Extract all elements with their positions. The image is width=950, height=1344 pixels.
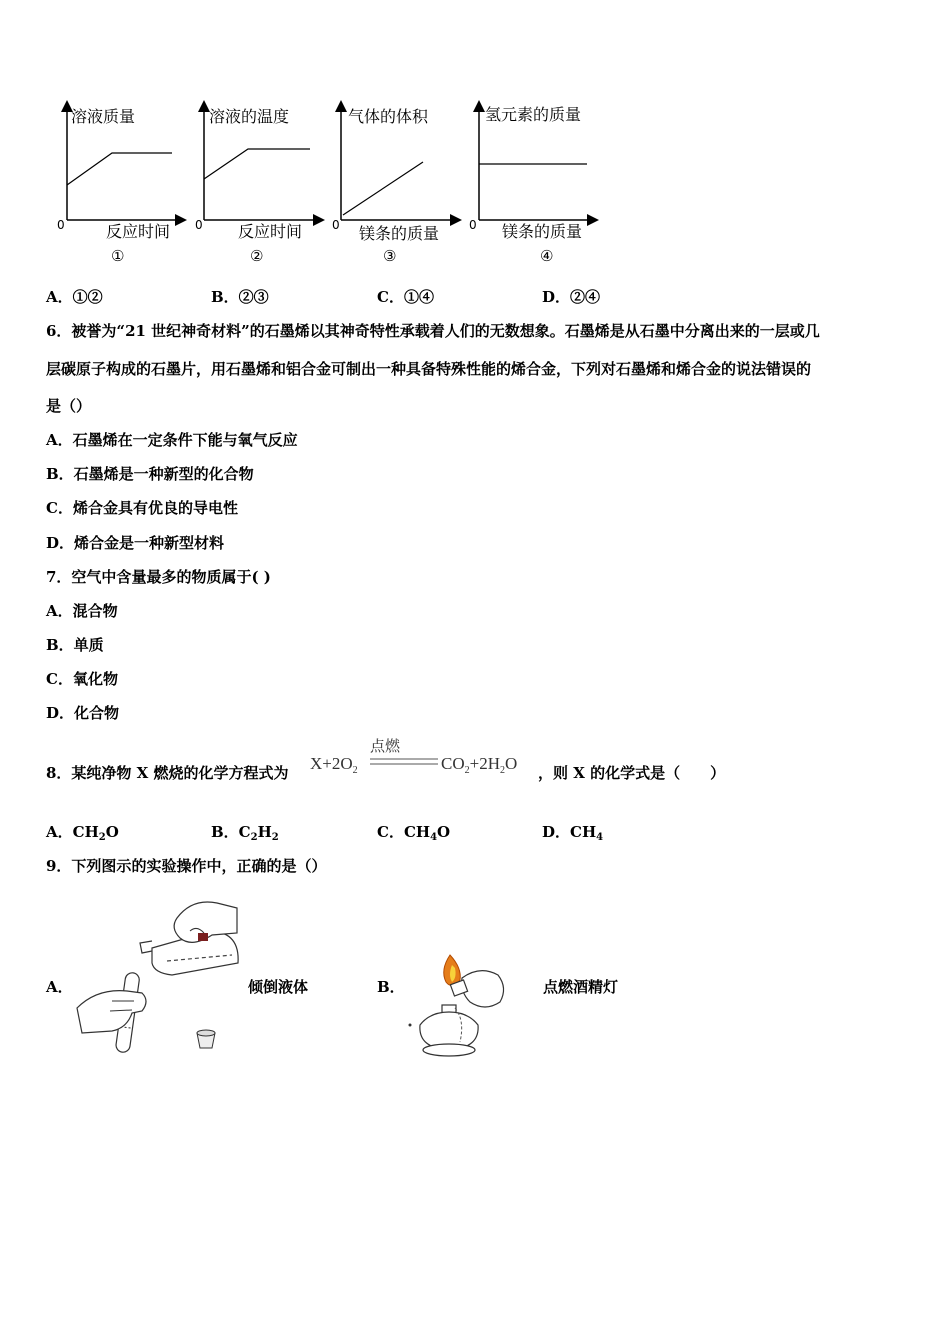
q8-option-c-sub: 4 <box>430 832 438 843</box>
q7-option-d[interactable]: D．化合物 <box>46 704 120 722</box>
q8-eq-left-sub: 2 <box>352 765 358 776</box>
q6-option-d[interactable]: D．烯合金是一种新型材料 <box>46 534 225 552</box>
q8-option-c-label: C．CH <box>377 823 431 841</box>
q8-eq-r2: +2H <box>469 754 500 773</box>
q8-equation <box>310 735 540 780</box>
q9-stem: 9．下列图示的实验操作中，正确的是（） <box>46 857 327 875</box>
q8-option-b-sub2: 2 <box>271 832 279 843</box>
graph-line <box>204 149 310 179</box>
q9-option-b-letter[interactable]: B． <box>377 978 405 996</box>
q8-eq-r2-sub: 2 <box>500 765 505 776</box>
q7-option-b[interactable]: B．单质 <box>46 636 104 654</box>
q8-option-c[interactable] <box>377 821 450 843</box>
q6-stem-line1: 6．被誉为“21 世纪神奇材料”的石墨烯以其神奇特性承载着人们的无数想象。石墨烯是从石墨中分离出来的一层或几 <box>46 322 820 340</box>
q8-eq-left-text: X+2O <box>310 754 353 773</box>
q8-eq-r3: O <box>505 754 518 773</box>
graph-3-number: ③ <box>383 247 397 265</box>
graph-1-ylabel: 溶液质量 <box>71 107 136 126</box>
q8-option-a[interactable] <box>46 821 119 843</box>
q8-equals-sign <box>370 755 440 769</box>
q5-option-a[interactable]: A．①② <box>46 288 103 306</box>
q8-option-b-sub: 2 <box>250 832 258 843</box>
q6-stem-line3: 是（） <box>46 397 92 415</box>
lighting-alcohol-lamp-illustration <box>400 950 520 1065</box>
graph-2-ylabel: 溶液的温度 <box>209 107 290 126</box>
graph-2-number: ② <box>250 247 264 265</box>
q8-option-d-sub: 4 <box>596 832 604 843</box>
graph-4-number: ④ <box>540 247 554 265</box>
q9-option-a-caption: 倾倒液体 <box>248 978 309 996</box>
graph-1-origin: 0 <box>57 218 65 232</box>
q5-option-d[interactable]: D．②④ <box>542 288 601 306</box>
graph-3-origin: 0 <box>332 218 340 232</box>
graph-2-origin: 0 <box>195 218 203 232</box>
q8-stem-post: ，则 X 的化学式是（ ） <box>538 764 726 782</box>
q6-option-a[interactable]: A．石墨烯在一定条件下能与氧气反应 <box>46 431 298 449</box>
graph-line <box>67 153 172 185</box>
q8-option-a-label: A．CH <box>46 823 99 841</box>
q7-option-c[interactable]: C．氧化物 <box>46 670 118 688</box>
q9-option-a-letter[interactable]: A． <box>46 978 73 996</box>
q6-option-b[interactable]: B．石墨烯是一种新型的化合物 <box>46 465 254 483</box>
q8-option-b-mid: H <box>257 823 272 841</box>
q6-stem-line2: 层碳原子构成的石墨片，用石墨烯和铝合金可制出一种具备特殊性能的烯合金，下列对石墨烯和烯合金的说法错误的 <box>46 360 812 378</box>
graph-4-xlabel: 镁条的质量 <box>502 222 583 241</box>
q8-condition: 点燃 <box>370 739 401 755</box>
q8-option-d-label: D．CH <box>542 823 597 841</box>
graph-4-origin: 0 <box>469 218 477 232</box>
graph-line <box>343 162 423 215</box>
q8-option-b-label: B．C <box>211 823 251 841</box>
q8-eq-r1: CO <box>441 754 465 773</box>
q5-option-b[interactable]: B．②③ <box>211 288 269 306</box>
graph-1-xlabel: 反应时间 <box>106 222 171 241</box>
q8-stem-pre: 8．某纯净物 X 燃烧的化学方程式为 <box>46 764 289 782</box>
q8-eq-r1-sub: 2 <box>464 765 470 776</box>
q6-option-c[interactable]: C．烯合金具有优良的导电性 <box>46 499 238 517</box>
graph-3-xlabel: 镁条的质量 <box>359 224 440 243</box>
q8-option-d[interactable] <box>542 821 603 843</box>
q9-option-b-caption: 点燃酒精灯 <box>543 978 619 996</box>
q8-eq-left <box>310 754 358 776</box>
graph-2-xlabel: 反应时间 <box>238 222 303 241</box>
graph-1-number: ① <box>111 247 125 265</box>
q5-option-c[interactable]: C．①④ <box>377 288 434 306</box>
q8-option-b[interactable] <box>211 821 279 843</box>
pouring-liquid-illustration <box>72 893 242 1063</box>
q8-eq-right <box>441 754 517 776</box>
q8-option-a-sub: 2 <box>98 832 106 843</box>
graph-3-ylabel: 气体的体积 <box>348 107 429 126</box>
q7-option-a[interactable]: A．混合物 <box>46 602 118 620</box>
q8-option-c-tail: O <box>437 823 451 841</box>
q7-stem: 7．空气中含量最多的物质属于( ) <box>46 568 271 586</box>
q8-option-a-tail: O <box>105 823 119 841</box>
graph-4-ylabel: 氢元素的质量 <box>485 105 582 124</box>
